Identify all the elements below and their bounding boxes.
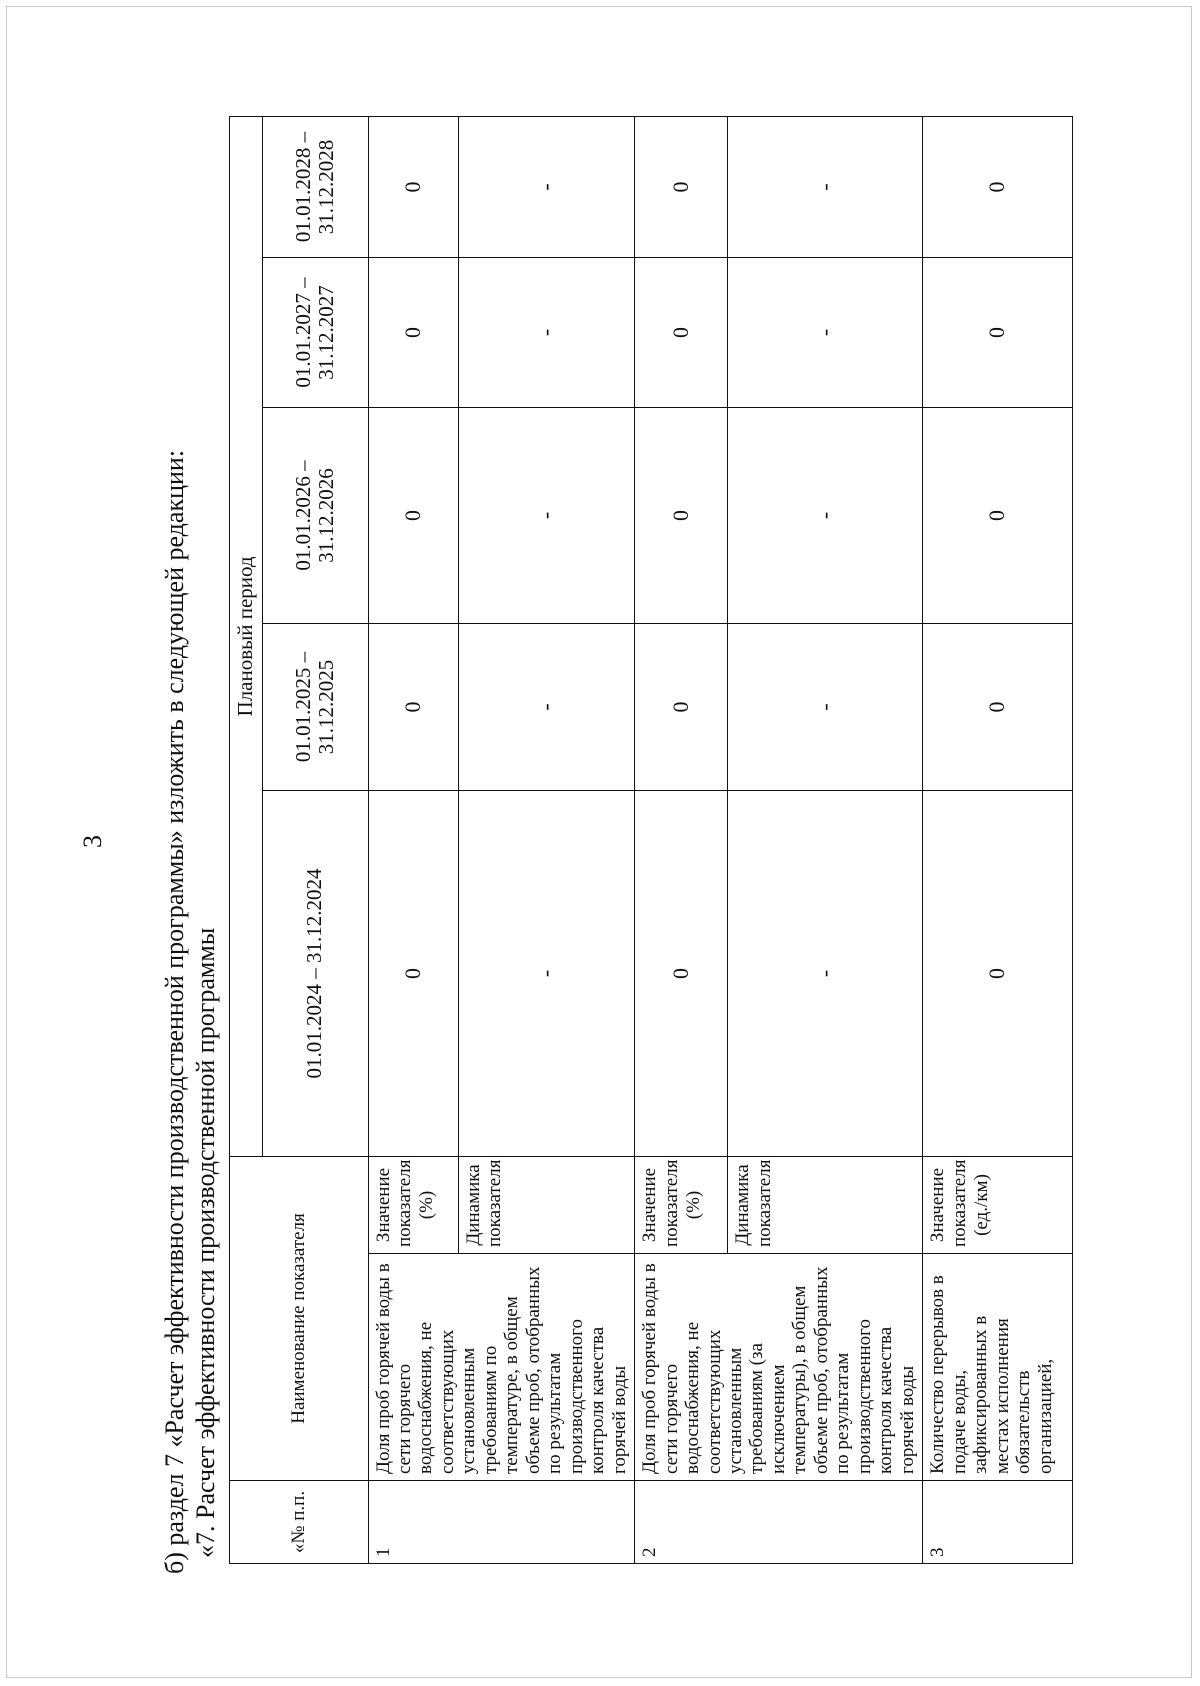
value-cell: 0 xyxy=(923,116,1073,257)
efficiency-table xyxy=(229,116,1073,1564)
value-cell: - xyxy=(728,407,923,623)
table-row xyxy=(635,116,728,1563)
header-period-2026: 01.01.2026 – 31.12.2026 xyxy=(262,407,368,623)
header-period-2028: 01.01.2028 – 31.12.2028 xyxy=(262,116,368,257)
value-cell: - xyxy=(458,257,635,407)
value-cell: - xyxy=(458,790,635,1156)
indicator-name: Доля проб горячей воды в сети горячего водоснабжения, не соответствующих установленным требованиям (за исключением температуры), в общем объеме проб, отобранных по результатам производственного контроля качества горячей воды xyxy=(635,1254,923,1481)
header-planned-period: Плановый период xyxy=(230,116,263,1156)
row-number: 1 xyxy=(368,1481,635,1564)
value-cell: 0 xyxy=(368,407,458,623)
value-cell: - xyxy=(458,623,635,790)
section-title: «7. Расчет эффективности производственной программы xyxy=(191,927,220,1558)
value-cell: 0 xyxy=(635,257,728,407)
sub-indicator-label: Динамика показателя xyxy=(728,1156,923,1253)
value-cell: 0 xyxy=(923,623,1073,790)
sub-indicator-label: Значение показателя (ед./км) xyxy=(923,1156,1073,1253)
sub-indicator-label: Значение показателя (%) xyxy=(368,1156,458,1253)
value-cell: - xyxy=(728,257,923,407)
row-number: 3 xyxy=(923,1481,1073,1564)
value-cell: 0 xyxy=(368,790,458,1156)
value-cell: - xyxy=(458,116,635,257)
value-cell: 0 xyxy=(923,407,1073,623)
value-cell: 0 xyxy=(368,257,458,407)
table-row xyxy=(923,116,1073,1563)
header-period-2024: 01.01.2024 – 31.12.2024 xyxy=(262,790,368,1156)
value-cell: - xyxy=(458,407,635,623)
indicator-name: Количество перерывов в подаче воды, зафиксированных в местах исполнения обязательств организацией, xyxy=(923,1254,1073,1481)
value-cell: 0 xyxy=(368,623,458,790)
value-cell: 0 xyxy=(635,623,728,790)
value-cell: 0 xyxy=(635,407,728,623)
header-period-2025: 01.01.2025 – 31.12.2025 xyxy=(262,623,368,790)
intro-text: б) раздел 7 «Расчет эффективности производственной программы» изложить в следующей редакции: xyxy=(160,449,189,1574)
sub-indicator-label: Значение показателя (%) xyxy=(635,1156,728,1253)
value-cell: 0 xyxy=(368,116,458,257)
header-period-2027: 01.01.2027 – 31.12.2027 xyxy=(262,257,368,407)
indicator-name: Доля проб горячей воды в сети горячего водоснабжения, не соответствующих установленным требованиям по температуре, в общем объеме проб, отобранных по результатам производственного контроля качества горячей воды xyxy=(368,1254,635,1481)
value-cell: 0 xyxy=(923,257,1073,407)
page-number: 3 xyxy=(78,835,107,848)
header-name: Наименование показателя xyxy=(230,1156,369,1480)
value-cell: 0 xyxy=(923,790,1073,1156)
header-num: «№ п.п. xyxy=(230,1481,369,1564)
value-cell: 0 xyxy=(635,790,728,1156)
value-cell: 0 xyxy=(635,116,728,257)
value-cell: - xyxy=(728,116,923,257)
table-row xyxy=(368,116,458,1563)
value-cell: - xyxy=(728,623,923,790)
value-cell: - xyxy=(728,790,923,1156)
sub-indicator-label: Динамика показателя xyxy=(458,1156,635,1253)
row-number: 2 xyxy=(635,1481,923,1564)
